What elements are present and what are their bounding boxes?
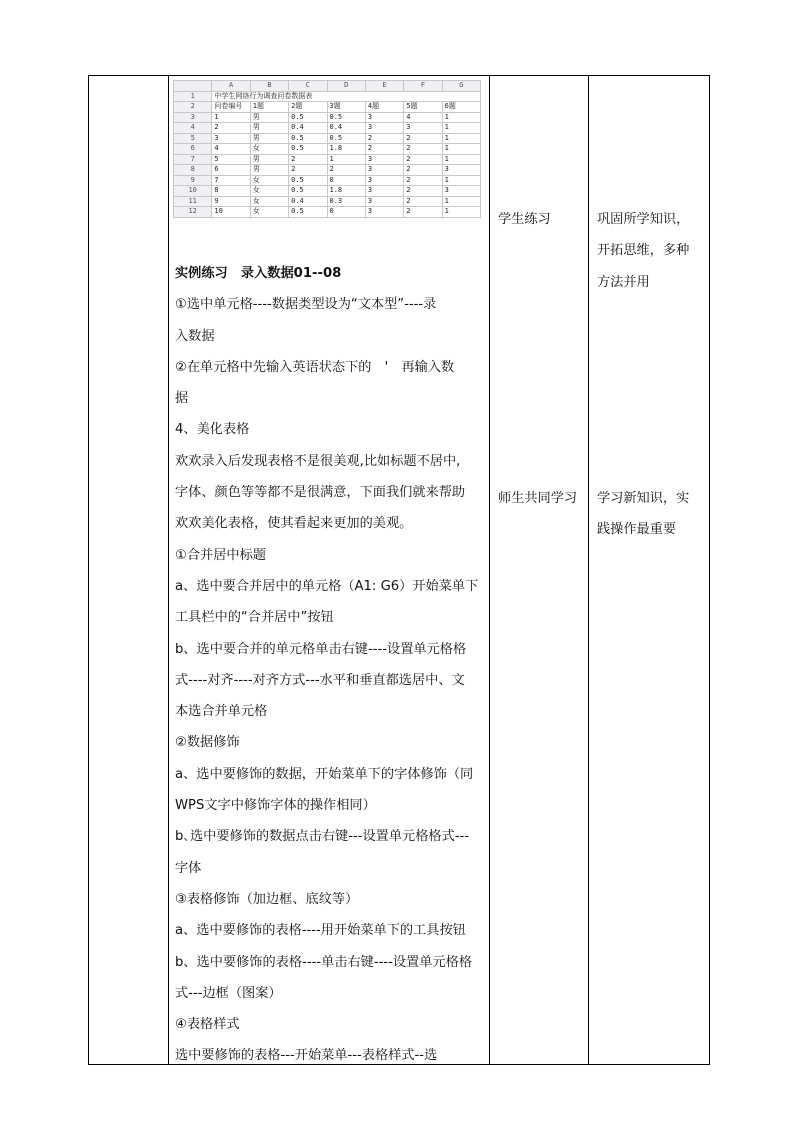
sheet-cell: 1 (442, 175, 480, 186)
content-line: 式---边框（图案） (175, 985, 282, 1001)
sheet-row (174, 196, 481, 207)
sheet-cell: 0.3 (327, 196, 365, 207)
sheet-cell: 10 (212, 207, 250, 218)
row-number: 12 (174, 207, 212, 218)
sheet-cell: 3 (365, 207, 403, 218)
sheet-row (174, 91, 481, 102)
sheet-cell: 1 (442, 154, 480, 165)
row-number: 6 (174, 144, 212, 155)
sheet-cell: 0.5 (289, 207, 327, 218)
column-header: E (365, 81, 403, 92)
sheet-cell: 2 (404, 133, 442, 144)
content-line: a、选中要修饰的表格----用开始菜单下的工具按钮 (175, 923, 466, 939)
sheet-cell: 1 (442, 133, 480, 144)
content-line: 欢欢录入后发现表格不是很美观,比如标题不居中, (175, 453, 461, 469)
sheet-cell: 8 (212, 186, 250, 197)
sheet-cell: 0.5 (289, 144, 327, 155)
sheet-cell: 6 (212, 165, 250, 176)
content-line: ②数据修饰 (175, 735, 240, 751)
column-header: G (442, 81, 480, 92)
content-line: b、选中要修饰的表格----单击右键----设置单元格格 (175, 954, 473, 970)
content-line: a、选中要修饰的数据，开始菜单下的字体修饰（同 (175, 766, 474, 782)
content-line: 欢欢美化表格，使其看起来更加的美观。 (175, 516, 413, 532)
lesson-plan-table (88, 75, 710, 1065)
sheet-cell: 1题 (250, 102, 288, 113)
sheet-row (174, 123, 481, 134)
sheet-cell: 2 (404, 196, 442, 207)
purpose-colearn (597, 483, 689, 546)
sheet-cell: 4题 (365, 102, 403, 113)
sheet-cell: 5 (212, 154, 250, 165)
content-line: 据 (175, 391, 189, 407)
activity-practice-label: 学生练习 (498, 212, 551, 227)
sheet-cell: 1 (442, 123, 480, 134)
corner-cell (174, 81, 212, 92)
sheet-cell: 2题 (289, 102, 327, 113)
sheet-cell: 4 (212, 144, 250, 155)
content-line: b、选中要合并的单元格单击右键----设置单元格格 (175, 641, 467, 657)
sheet-cell: 男 (250, 112, 288, 123)
sheet-cell: 0.4 (289, 123, 327, 134)
activity-colearn-label: 师生共同学习 (498, 491, 578, 506)
row-number: 4 (174, 123, 212, 134)
sheet-cell: 女 (250, 175, 288, 186)
sheet-cell: 2 (365, 133, 403, 144)
sheet-cell: 1 (442, 144, 480, 155)
sheet-row (174, 133, 481, 144)
sheet-cell: 男 (250, 165, 288, 176)
sheet-cell: 3 (442, 165, 480, 176)
content-line: ①合并居中标题 (175, 547, 266, 563)
content-line: 入数据 (175, 328, 215, 344)
lesson-content-text (175, 258, 487, 1072)
row-number: 10 (174, 186, 212, 197)
sheet-cell: 4 (404, 112, 442, 123)
sheet-cell: 2 (404, 154, 442, 165)
content-line: 选中要修饰的表格---开始菜单---表格样式--选 (175, 1048, 438, 1064)
content-line: WPS文字中修饰字体的操作相同） (175, 798, 376, 814)
purpose-line: 开拓思维，多种 (597, 243, 690, 259)
sheet-cell: 3题 (327, 102, 365, 113)
spreadsheet-screenshot (173, 80, 481, 218)
purpose-line: 巩固所学知识， (597, 212, 690, 227)
sheet-cell: 1.8 (327, 186, 365, 197)
sheet-cell: 0 (327, 207, 365, 218)
sheet-cell: 1 (212, 112, 250, 123)
sheet-cell: 1 (327, 154, 365, 165)
row-number: 9 (174, 175, 212, 186)
sheet-row (174, 165, 481, 176)
content-line: ④表格样式 (175, 1017, 240, 1033)
sheet-cell: 3 (365, 196, 403, 207)
sheet-cell: 0.5 (289, 112, 327, 123)
sheet-cell: 3 (365, 112, 403, 123)
sheet-cell: 2 (404, 175, 442, 186)
sheet-cell: 3 (365, 123, 403, 134)
sheet-row (174, 102, 481, 113)
sheet-cell: 2 (404, 186, 442, 197)
activity-practice (498, 204, 551, 235)
content-line: 本选合并单元格 (175, 704, 268, 720)
sheet-row (174, 144, 481, 155)
sheet-cell: 2 (404, 144, 442, 155)
sheet-cell: 1 (442, 112, 480, 123)
sheet-cell: 0.4 (327, 123, 365, 134)
row-number: 7 (174, 154, 212, 165)
sheet-cell: 女 (250, 186, 288, 197)
sheet-cell: 0.5 (289, 175, 327, 186)
sheet-cell: 2 (212, 123, 250, 134)
sheet-row (174, 207, 481, 218)
sheet-cell: 0.5 (327, 133, 365, 144)
content-line: ②在单元格中先输入英语状态下的 ' 再输入数 (175, 359, 455, 375)
sheet-cell: 1 (442, 207, 480, 218)
purpose-line: 方法并用 (597, 274, 650, 290)
sheet-cell: 2 (404, 207, 442, 218)
sheet-cell: 0.5 (327, 112, 365, 123)
sheet-cell: 女 (250, 196, 288, 207)
row-number: 11 (174, 196, 212, 207)
sheet-row (174, 186, 481, 197)
purpose-line: 学习新知识，实 (597, 491, 690, 506)
sheet-row (174, 112, 481, 123)
content-line: 式----对齐----对齐方式---水平和垂直都选居中、文 (175, 672, 465, 688)
sheet-cell: 3 (212, 133, 250, 144)
column-header: D (327, 81, 365, 92)
sheet-cell: 7 (212, 175, 250, 186)
content-line: 4、美化表格 (175, 422, 250, 438)
sheet-row (174, 175, 481, 186)
spreadsheet-grid (173, 80, 481, 218)
column-header: B (250, 81, 288, 92)
sheet-cell: 5题 (404, 102, 442, 113)
sheet-cell: 3 (365, 186, 403, 197)
sheet-cell: 问卷编号 (212, 102, 250, 113)
sheet-cell: 2 (289, 165, 327, 176)
content-line: a、选中要合并居中的单元格（A1: G6）开始菜单下 (175, 578, 479, 594)
content-line: b､选中要修饰的数据点击右键---设置单元格格式--- (175, 829, 470, 845)
column-header: F (404, 81, 442, 92)
column-header: C (289, 81, 327, 92)
sheet-cell: 0.4 (289, 196, 327, 207)
purpose-line: 践操作最重要 (597, 522, 677, 538)
sheet-row (174, 154, 481, 165)
section-heading: 实例练习 录入数据01--08 (175, 266, 342, 281)
sheet-cell: 3 (404, 123, 442, 134)
row-number: 8 (174, 165, 212, 176)
sheet-cell: 1.8 (327, 144, 365, 155)
content-line: 工具栏中的“合并居中”按钮 (175, 610, 334, 626)
sheet-cell: 女 (250, 207, 288, 218)
purpose-practice (597, 204, 689, 298)
column-header: A (212, 81, 250, 92)
sheet-cell: 男 (250, 123, 288, 134)
sheet-cell: 6题 (442, 102, 480, 113)
activity-colearn (498, 483, 577, 514)
row-number: 2 (174, 102, 212, 113)
sheet-title-cell: 中学生网络行为调查问卷数据表 (212, 91, 481, 102)
row-number: 5 (174, 133, 212, 144)
sheet-cell: 女 (250, 144, 288, 155)
stage-column (89, 76, 169, 1065)
sheet-cell: 3 (365, 175, 403, 186)
sheet-cell: 2 (289, 154, 327, 165)
row-number: 1 (174, 91, 212, 102)
sheet-cell: 男 (250, 133, 288, 144)
purpose-column (589, 76, 710, 1065)
sheet-cell: 3 (365, 165, 403, 176)
content-line: 字体 (175, 860, 202, 876)
sheet-cell: 0 (327, 175, 365, 186)
sheet-cell: 0.5 (289, 186, 327, 197)
sheet-cell: 2 (365, 144, 403, 155)
content-line: ③表格修饰（加边框、底纹等） (175, 891, 359, 907)
sheet-cell: 3 (442, 186, 480, 197)
content-line: 字体、颜色等等都不是很满意，下面我们就来帮助 (175, 485, 466, 501)
sheet-cell: 9 (212, 196, 250, 207)
sheet-cell: 男 (250, 154, 288, 165)
sheet-cell: 2 (327, 165, 365, 176)
activity-column (490, 76, 589, 1065)
sheet-cell: 0.5 (289, 133, 327, 144)
row-number: 3 (174, 112, 212, 123)
sheet-cell: 2 (404, 165, 442, 176)
content-column (169, 76, 490, 1065)
content-line: ①选中单元格----数据类型设为“文本型”----录 (175, 297, 437, 313)
sheet-cell: 3 (365, 154, 403, 165)
sheet-cell: 1 (442, 196, 480, 207)
